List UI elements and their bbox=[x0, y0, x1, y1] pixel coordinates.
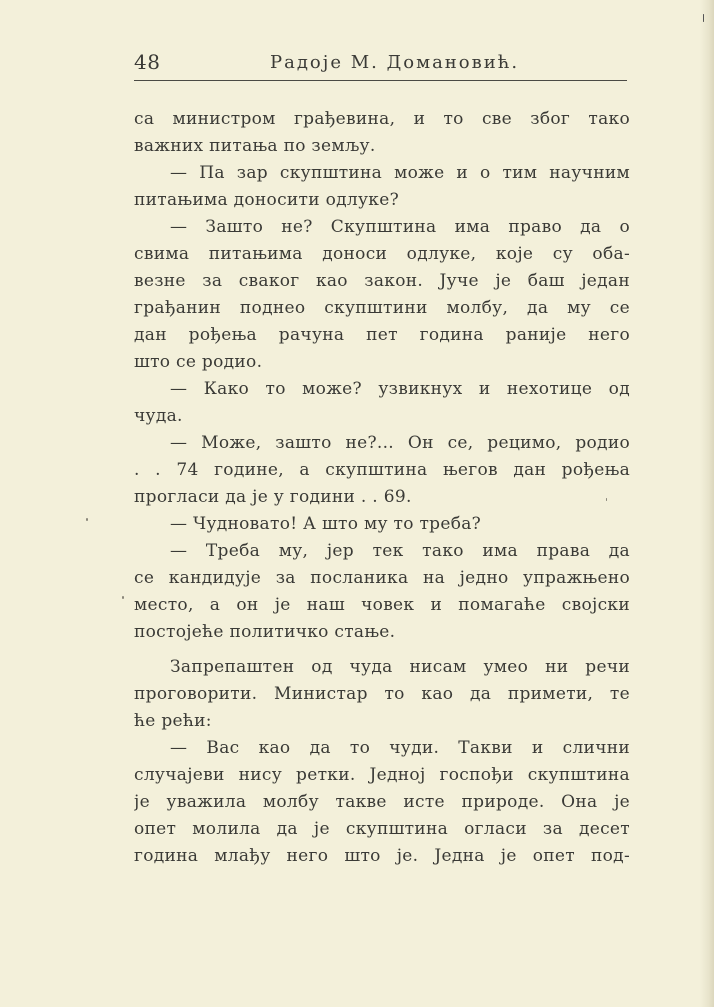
text-line: Запрепаштен од чуда нисам умео ни речи bbox=[170, 657, 630, 677]
text-line: везне за сваког као закон. Јуче је баш један bbox=[134, 271, 630, 291]
text-line: — Може, зашто не?... Он се, рецимо, родио bbox=[170, 433, 630, 453]
text-line: случајеви нису ретки. Једној госпођи скупштина bbox=[134, 765, 630, 785]
text-line: је уважила молбу такве исте природе. Она је bbox=[134, 792, 630, 812]
text-line: — Зашто не? Скупштина има право да о bbox=[170, 217, 630, 237]
header-rule bbox=[134, 80, 627, 81]
text-line: . . 74 године, а скупштина његов дан рођења bbox=[134, 460, 630, 480]
text-line: што се родио. bbox=[134, 352, 263, 372]
text-line: — Вас као да то чуди. Такви и слични bbox=[170, 738, 630, 758]
paper-speck bbox=[122, 596, 124, 599]
text-line: са министром грађевина, и то све због тако bbox=[134, 109, 630, 129]
paper-speck bbox=[703, 14, 704, 22]
text-line: свима питањима доноси одлуке, које су оба- bbox=[134, 244, 630, 264]
text-line: ће рећи: bbox=[134, 711, 212, 731]
text-line: дан рођења рачуна пет година раније него bbox=[134, 325, 630, 345]
text-line: питањима доносити одлуке? bbox=[134, 190, 399, 210]
text-line: чуда. bbox=[134, 406, 183, 426]
text-line: место, а он је наш човек и помагаће својски bbox=[134, 595, 630, 615]
paper-speck bbox=[606, 498, 607, 501]
text-line: важних питања по земљу. bbox=[134, 136, 376, 156]
text-line: проговорити. Министар то као да примети, те bbox=[134, 684, 630, 704]
text-line: — Чудновато! А што му то треба? bbox=[170, 514, 482, 534]
paper-speck bbox=[86, 518, 88, 521]
text-line: — Како то може? узвикнух и нехотице од bbox=[170, 379, 630, 399]
page-edge-shadow bbox=[700, 0, 714, 1007]
text-line: постојеће политичко стање. bbox=[134, 622, 396, 642]
running-head: Радоје М. Домановић. bbox=[270, 52, 520, 73]
text-line: — Па зар скупштина може и о тим научним bbox=[170, 163, 630, 183]
text-line: грађанин поднео скупштини молбу, да му се bbox=[134, 298, 630, 318]
paragraph-gap bbox=[134, 646, 630, 654]
body-text bbox=[134, 106, 630, 870]
text-line: се кандидује за посланика на једно упражњено bbox=[134, 568, 630, 588]
page-header bbox=[134, 48, 627, 78]
text-line: — Треба му, јер тек тако има права да bbox=[170, 541, 630, 561]
text-line: опет молила да је скупштина огласи за десет bbox=[134, 819, 630, 839]
text-line: година млађу него што је. Једна је опет под- bbox=[134, 846, 630, 866]
text-line: прогласи да је у години . . 69. bbox=[134, 487, 412, 507]
page-number: 48 bbox=[134, 50, 161, 74]
